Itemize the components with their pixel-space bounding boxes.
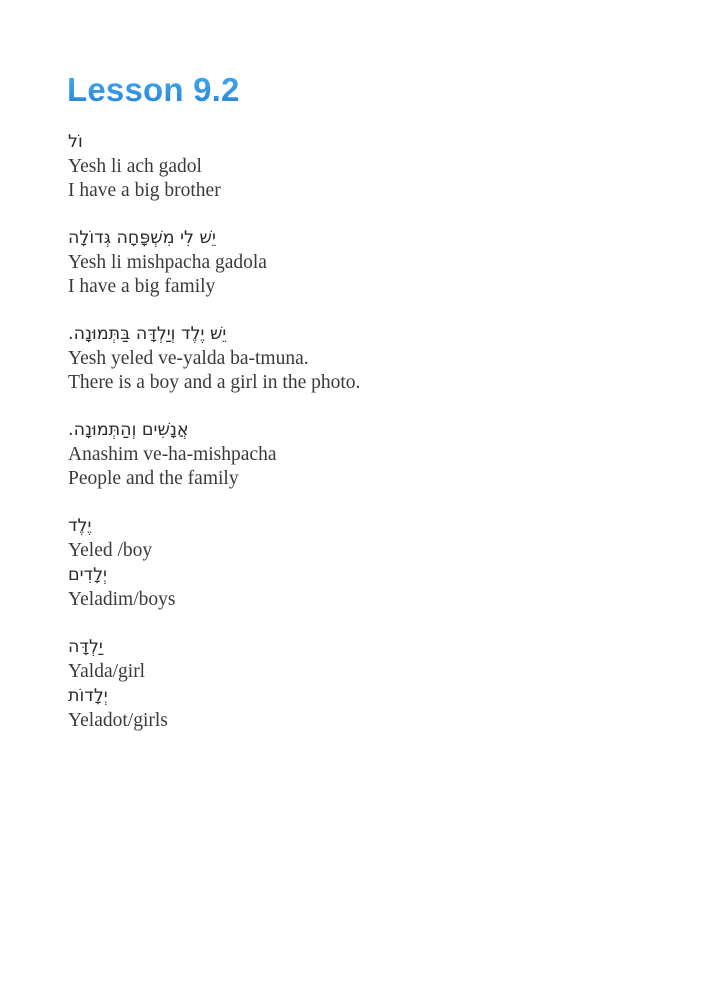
transliteration-line: Yalda/girl	[68, 661, 146, 682]
lesson-title: Lesson 9.2	[67, 68, 240, 112]
vocab-block	[68, 514, 668, 611]
hebrew-line: יֵשׁ לִי מִשְׁפָּחָה גְּדוֹלָה	[68, 228, 216, 248]
hebrew-line: יְלָדוֹת	[68, 685, 108, 706]
transliteration-line: Yesh yeled ve-yalda ba-tmuna.	[68, 348, 309, 369]
hebrew-line: יֵשׁ יֶלֶד וְיַלְדָּה בַּתְּמוּנָה.	[68, 324, 227, 344]
transliteration-line: Yeladot/girls	[68, 709, 168, 731]
transliteration-line: Yesh li mishpacha gadola	[68, 252, 267, 273]
lesson-content	[68, 130, 668, 756]
english-line: I have a big family	[68, 275, 216, 297]
english-line: I have a big brother	[68, 179, 221, 201]
phrase-block	[68, 226, 668, 298]
english-line: There is a boy and a girl in the photo.	[68, 371, 361, 393]
transliteration-line: Yeled /boy	[68, 540, 153, 561]
hebrew-line: יְלָדִים	[68, 564, 107, 585]
hebrew-line: וֹל	[68, 132, 83, 152]
transliteration-line: Anashim ve-ha-mishpacha	[68, 444, 277, 465]
phrase-block	[68, 130, 668, 202]
hebrew-line: יַלְדָּה	[68, 637, 103, 657]
transliteration-line: Yeladim/boys	[68, 588, 176, 610]
hebrew-line: יֶלֶד	[68, 516, 92, 536]
transliteration-line: Yesh li ach gadol	[68, 156, 202, 177]
phrase-block	[68, 322, 668, 394]
hebrew-line: אֲנָשִׁים וְהַתְּמוּנָה.	[68, 420, 189, 440]
english-line: People and the family	[68, 467, 239, 489]
vocab-block	[68, 635, 668, 732]
phrase-block	[68, 418, 668, 490]
